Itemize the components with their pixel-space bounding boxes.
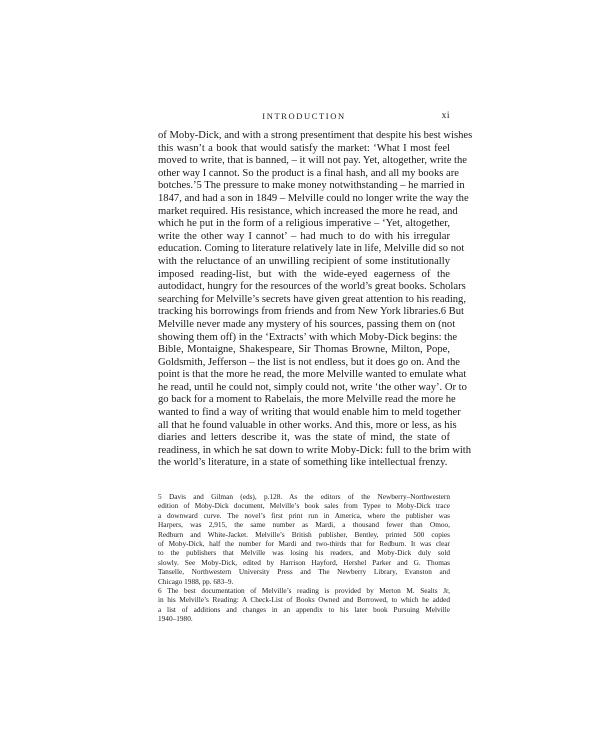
body-line: showing them off) in the ‘Extracts’ with which Moby-Dick begins: the [158,331,458,343]
body-text [158,130,473,470]
footnote-line: 5 Davis and Gilman (eds), p.128. As the editors of the Newberry–Northwestern [158,492,450,501]
body-line: 1847, and had a son in 1849 – Melville could no longer write the way the [158,192,469,204]
footnote-line: 1940–1980. [158,614,193,624]
body-line: autodidact, hungry for the resources of the world’s great books. Scholars [158,281,466,293]
body-line: market required. His resistance, which increased the more he read, and [158,205,458,217]
body-line: diaries and letters describe it, was the state of mind, the state of [158,432,450,444]
page-number: xi [441,111,450,121]
footnote-line: to the publishers that Melville was losing his readers, and Moby-Dick duly sold [158,548,450,558]
body-line: imposed reading-list, but with the wide-eyed eagerness of the [158,268,450,280]
body-line: all that he found valuable in other works. And this, more or less, as his [158,419,457,431]
footnote-line: of Moby-Dick, half the number for Mardi and two-thirds that for Redburn. It was clear [158,538,450,548]
body-line: point is that the more he read, the more Melville wanted to emulate what [158,369,467,381]
body-line: moved to write, that is banned, – it will not pay. Yet, altogether, write the [158,155,467,167]
footnote-line: Harpers, was 2,915, the same number as Mardi, a thousand fewer than Omoo, [158,520,450,530]
body-line: he read, until he could not, simply could not, write ‘the other way’. Or to [158,381,467,393]
footnote-line: Tanselle, Northwestern University Press and The Newberry Library, Evanston and [158,567,450,577]
body-line: the world’s literature, in a state of something like intellectual frenzy. [158,457,448,469]
running-head [158,111,450,125]
body-line: Melville never made any mystery of his sources, passing them on (not [158,318,456,330]
footnote-line: slowly. See Moby-Dick, edited by Harrison Hayford, Hershel Parker and G. Thomas [158,557,450,567]
body-line: go back for a moment to Rabelais, the more Melville read the more he [158,394,456,406]
body-line: searching for Melville’s secrets have given great attention to his reading, [158,293,466,305]
body-line: Goldsmith, Jefferson – the list is not endless, but it does go on. And the [158,356,461,368]
body-line: Bible, Montaigne, Shakespeare, Sir Thomas Browne, Milton, Pope, [158,344,450,356]
body-line: which he put in the form of a religious imperative – ‘Yet, altogether, [158,218,450,230]
body-line: wanted to find a way of writing that would enable him to meld together [158,407,461,419]
footnotes [158,492,450,623]
footnote-line: 6 The best documentation of Melville’s reading is provided by Merton M. Sealts Jr, [158,585,450,595]
body-line: of Moby-Dick, and with a strong presentiment that despite his best wishes [158,130,473,141]
footnote-line: in his Melville’s Reading: A Check-List of Books Owned and Borrowed, to which he added [158,595,450,605]
footnote-line: Redburn and White-Jacket. Melville’s British publisher, Bentley, printed 500 copies [158,529,450,539]
running-head-title: INTRODUCTION [262,111,346,121]
body-line: education. Coming to literature relatively late in life, Melville did so not [158,243,465,255]
footnote-line: Chicago 1988, pp. 683–9. [158,576,234,586]
body-line: readiness, in which he sat down to write Moby-Dick: full to the brim with [158,444,472,456]
footnote-line: a downward curve. The novel’s first print run in America, where the publisher was [158,510,450,520]
body-line: write the other way I cannot’ – had much to do with his irregular [158,230,450,242]
body-line: botches.’5 The pressure to make money notwithstanding – he married in [158,180,465,192]
footnote-line: a list of additions and changes in an appendix to his later book Pursuing Melville [158,604,450,614]
body-line: with the reluctance of an unwilling recipient of some institutionally [158,255,450,267]
body-line: this wasn’t a book that would satisfy the market: ‘What I most feel [158,142,450,154]
footnote-line: edition of Moby-Dick document, Melville’s book sales from Typee to Moby-Dick trace [158,501,450,511]
body-line: other way I cannot. So the product is a final hash, and all my books are [158,167,459,179]
body-line: tracking his borrowings from friends and from New York libraries.6 But [158,306,464,318]
